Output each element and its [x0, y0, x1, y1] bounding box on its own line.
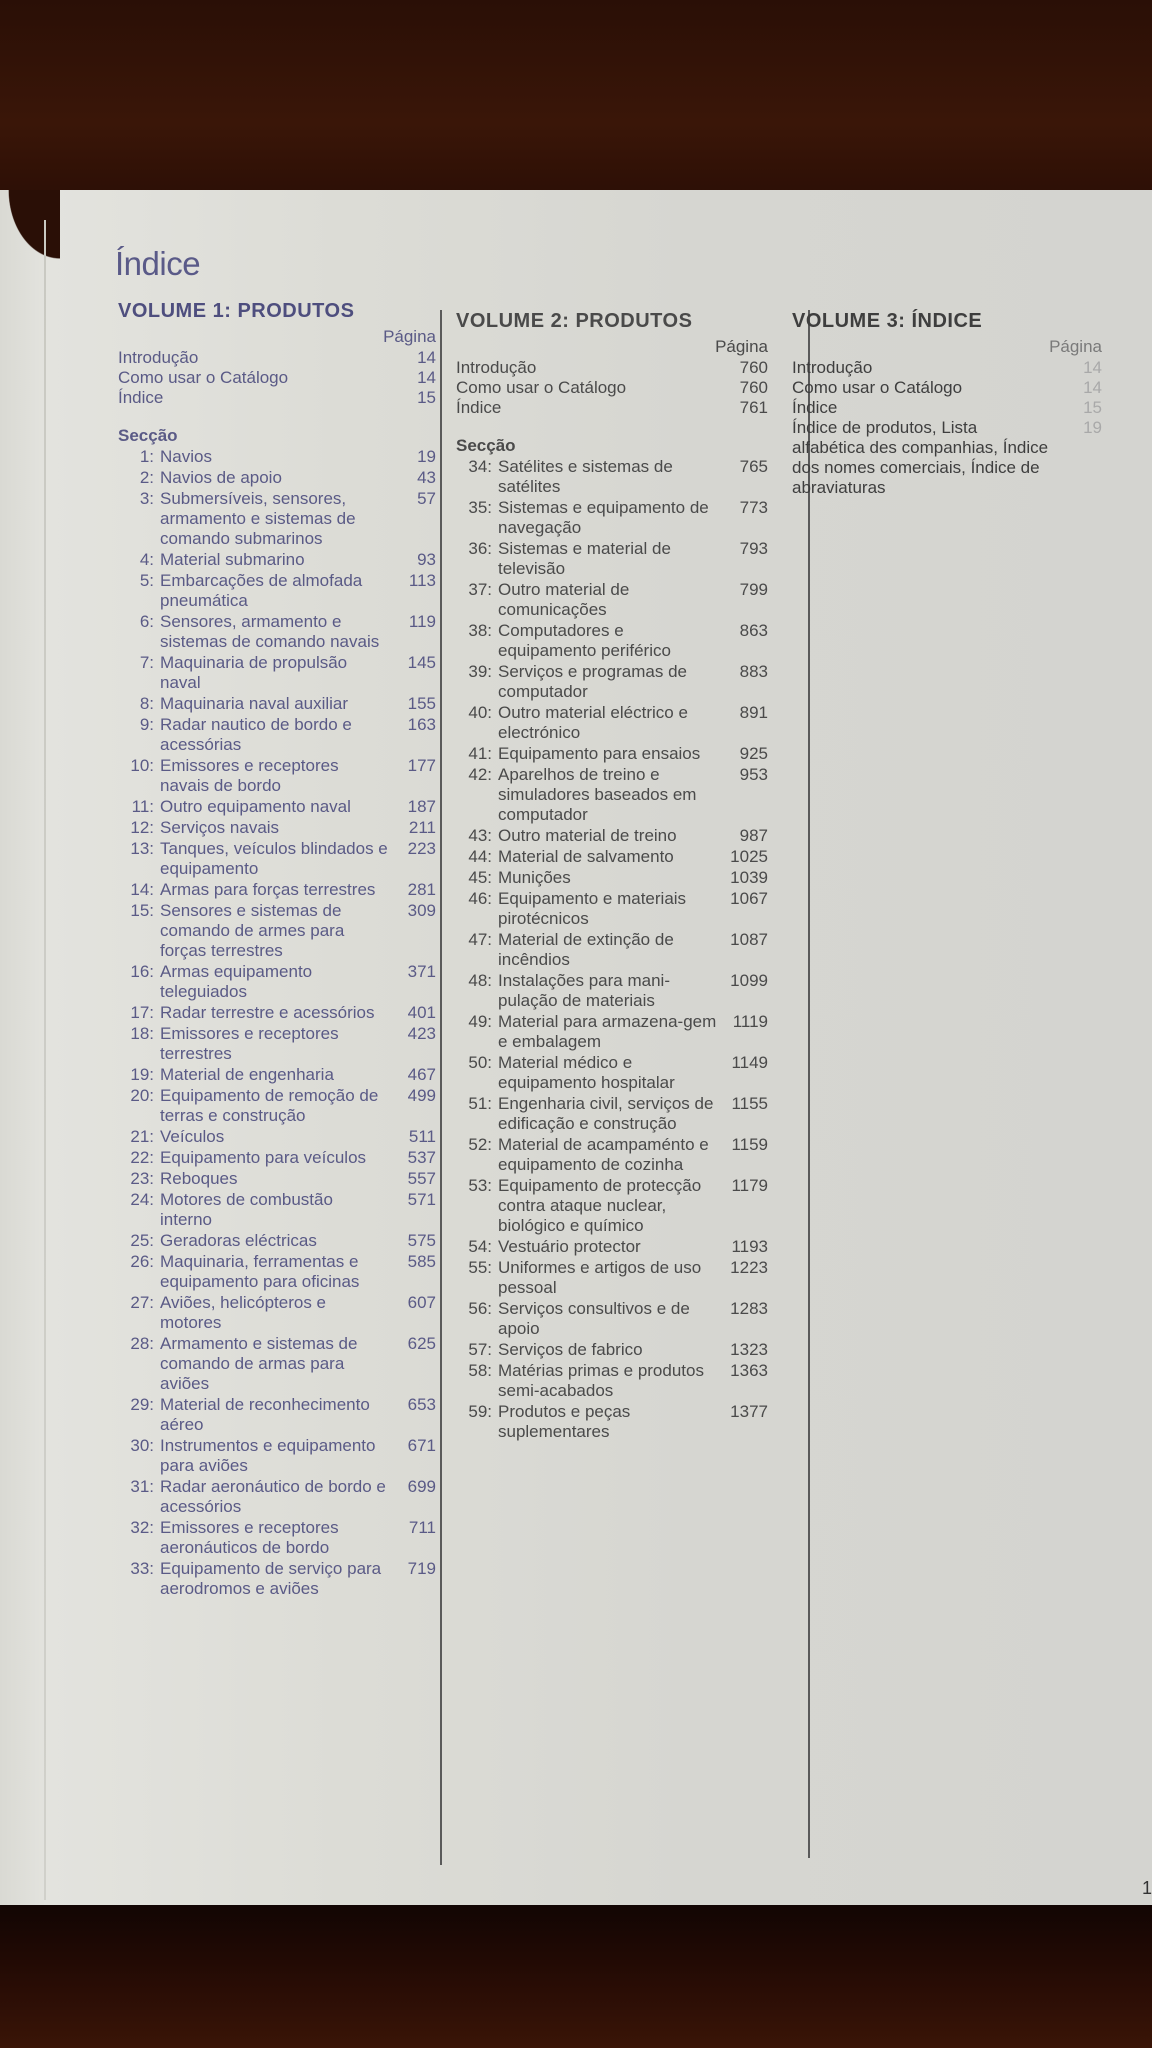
section-entry [118, 694, 436, 714]
section-page: 281 [407, 880, 436, 899]
section-page: 211 [408, 818, 436, 837]
section-number: 55: [468, 1258, 492, 1277]
section-page: 607 [407, 1293, 436, 1312]
section-number: 43: [468, 826, 492, 845]
section-number: 21: [130, 1127, 154, 1146]
section-entry [118, 1395, 436, 1435]
section-number: 50: [468, 1053, 492, 1072]
section-number: 30: [130, 1436, 154, 1455]
section-title: Sistemas e equipamento de navegação [498, 498, 709, 537]
section-number: 2: [139, 468, 154, 487]
section-entry [456, 703, 768, 743]
section-entry [456, 1237, 768, 1257]
section-title: Embarcações de almofada pneumática [160, 571, 363, 610]
section-page: 799 [739, 580, 768, 599]
item-page: 14 [417, 348, 436, 367]
section-entry [118, 1086, 436, 1126]
section-header: Secção [118, 426, 178, 445]
section-page: 953 [739, 765, 768, 784]
section-list [456, 457, 768, 1442]
item-page: 15 [417, 388, 436, 407]
section-title: Emissores e receptores aeronáuticos de bordo [160, 1518, 339, 1557]
section-entry [456, 621, 768, 661]
section-entry [456, 662, 768, 702]
section-title: Material para armazena-gem e embalagem [498, 1012, 717, 1051]
section-page: 499 [407, 1086, 436, 1105]
section-page: 557 [407, 1169, 436, 1188]
item-label: Introdução [118, 348, 199, 367]
item-label: Introdução [456, 358, 537, 377]
section-page: 537 [407, 1148, 436, 1167]
section-entry [118, 1477, 436, 1517]
section-entry [456, 744, 768, 764]
section-number: 17: [130, 1003, 154, 1022]
section-number: 53: [468, 1176, 492, 1195]
section-page: 1155 [731, 1094, 768, 1113]
section-number: 25: [130, 1231, 154, 1250]
section-title: Outro equipamento naval [160, 797, 351, 816]
section-entry [118, 1334, 436, 1394]
section-number: 18: [130, 1024, 154, 1043]
section-page: 93 [417, 550, 436, 569]
section-entry [118, 653, 436, 693]
section-entry [118, 612, 436, 652]
page-column-header: Página [715, 337, 768, 356]
item-page: 761 [739, 398, 768, 417]
item-page: 14 [1083, 358, 1102, 377]
section-page: 467 [407, 1065, 436, 1084]
front-matter-list [118, 348, 436, 408]
section-page: 1223 [730, 1258, 768, 1277]
section-number: 59: [468, 1402, 492, 1421]
front-matter-item [118, 388, 436, 408]
section-page: 571 [407, 1190, 436, 1209]
section-page: 1377 [730, 1402, 768, 1421]
section-title: Maquinaria de propulsão naval [160, 653, 348, 692]
section-title: Material de salvamento [498, 847, 674, 866]
section-page: 1363 [730, 1361, 768, 1380]
section-number: 33: [130, 1559, 154, 1578]
section-entry [456, 1053, 768, 1093]
section-title: Sensores, armamento e sistemas de comando navais [160, 612, 380, 651]
desk-surface [0, 1905, 1152, 2048]
section-entry [118, 797, 436, 817]
item-label: Como usar o Catálogo [456, 378, 627, 397]
front-matter-item [792, 378, 1102, 398]
section-page: 223 [407, 839, 436, 858]
item-label: Índice [792, 398, 838, 417]
section-number: 52: [468, 1135, 492, 1154]
section-page: 511 [408, 1127, 436, 1146]
section-page: 653 [407, 1395, 436, 1414]
section-title: Munições [498, 868, 571, 887]
section-page: 575 [407, 1231, 436, 1250]
section-page: 1099 [730, 971, 768, 990]
section-number: 20: [130, 1086, 154, 1105]
section-entry [456, 971, 768, 1011]
section-entry [456, 1012, 768, 1052]
section-page: 155 [407, 694, 436, 713]
section-page: 19 [417, 447, 436, 466]
section-page: 145 [407, 653, 436, 672]
section-entry [456, 1361, 768, 1401]
volume-heading: VOLUME 2: PRODUTOS [456, 310, 693, 332]
section-page: 1283 [730, 1299, 768, 1318]
column-divider [808, 310, 810, 1858]
section-entry [456, 765, 768, 825]
section-number: 57: [468, 1340, 492, 1359]
section-number: 51: [468, 1094, 492, 1113]
item-page: 15 [1083, 398, 1102, 417]
page-number: 1 [1142, 1878, 1152, 1898]
section-title: Serviços navais [160, 818, 280, 837]
section-title: Aviões, helicópteros e motores [160, 1293, 327, 1332]
section-page: 1087 [730, 930, 768, 949]
section-title: Navios de apoio [160, 468, 282, 487]
section-title: Serviços consultivos e de apoio [498, 1299, 690, 1338]
section-page: 1067 [730, 889, 768, 908]
section-title: Radar aeronáutico de bordo e acessórios [160, 1477, 386, 1516]
section-entry [456, 1402, 768, 1442]
section-page: 1119 [732, 1012, 768, 1031]
front-matter-item [792, 418, 1102, 498]
section-title: Uniformes e artigos de uso pessoal [498, 1258, 702, 1297]
volume-heading: VOLUME 1: PRODUTOS [118, 300, 355, 322]
section-number: 27: [130, 1293, 154, 1312]
section-entry [456, 1258, 768, 1298]
section-number: 46: [468, 889, 492, 908]
section-page: 113 [408, 571, 436, 590]
volume-3-column [792, 310, 1102, 498]
front-matter-list [792, 358, 1102, 498]
section-number: 28: [130, 1334, 154, 1353]
section-entry [118, 1190, 436, 1230]
front-matter-item [456, 398, 768, 418]
section-page: 187 [407, 797, 436, 816]
section-title: Instalações para mani-pulação de materiais [498, 971, 670, 1010]
section-number: 22: [130, 1148, 154, 1167]
section-title: Serviços de fabrico [498, 1340, 643, 1359]
section-page: 719 [407, 1559, 436, 1578]
section-title: Emissores e receptores terrestres [160, 1024, 339, 1063]
section-title: Equipamento para veículos [160, 1148, 367, 1167]
section-page: 891 [739, 703, 768, 722]
section-entry [456, 826, 768, 846]
section-number: 36: [468, 539, 492, 558]
section-title: Armas para forças terrestres [160, 880, 376, 899]
section-title: Sensores e sistemas de comando de armes para forças terrestres [160, 901, 345, 960]
section-number: 11: [131, 797, 154, 816]
section-number: 19: [130, 1065, 154, 1084]
section-page: 773 [739, 498, 768, 517]
section-title: Submersíveis, sensores, armamento e sistemas de comando submarinos [160, 489, 356, 548]
section-entry [456, 1299, 768, 1339]
section-page: 1179 [731, 1176, 768, 1195]
section-title: Matérias primas e produtos semi-acabados [498, 1361, 704, 1400]
section-number: 16: [130, 962, 154, 981]
section-title: Produtos e peças suplementares [498, 1402, 631, 1441]
section-number: 40: [468, 703, 492, 722]
section-number: 37: [468, 580, 492, 599]
section-entry [456, 1340, 768, 1360]
section-number: 10: [130, 756, 154, 775]
section-number: 34: [468, 457, 492, 476]
section-title: Vestuário protector [498, 1237, 641, 1256]
section-number: 39: [468, 662, 492, 681]
section-number: 32: [130, 1518, 154, 1537]
section-number: 41: [468, 744, 492, 763]
section-number: 3: [139, 489, 154, 508]
page-title: Índice [115, 245, 201, 282]
section-page: 863 [739, 621, 768, 640]
section-entry [118, 880, 436, 900]
section-number: 42: [468, 765, 492, 784]
section-number: 54: [468, 1237, 492, 1256]
section-title: Material submarino [160, 550, 305, 569]
section-title: Serviços e programas de computador [498, 662, 687, 701]
section-number: 47: [468, 930, 492, 949]
section-title: Radar nautico de bordo e acessórias [160, 715, 352, 754]
section-number: 7: [139, 653, 154, 672]
section-title: Armamento e sistemas de comando de armas para aviões [160, 1334, 358, 1393]
section-entry [456, 1176, 768, 1236]
item-page: 14 [417, 368, 436, 387]
section-title: Equipamento de remoção de terras e construção [160, 1086, 379, 1125]
front-matter-item [792, 398, 1102, 418]
section-page: 793 [739, 539, 768, 558]
section-page: 1193 [731, 1237, 768, 1256]
section-entry [118, 1518, 436, 1558]
section-title: Equipamento para ensaios [498, 744, 701, 763]
book-gutter [44, 220, 46, 1900]
section-number: 8: [139, 694, 154, 713]
section-entry [118, 1148, 436, 1168]
section-title: Material de extinção de incêndios [498, 930, 674, 969]
section-number: 35: [468, 498, 492, 517]
section-title: Computadores e equipamento periférico [498, 621, 671, 660]
section-number: 56: [468, 1299, 492, 1318]
section-title: Material de acampaménto e equipamento de cozinha [498, 1135, 709, 1174]
section-entry [456, 1135, 768, 1175]
section-entry [118, 1559, 436, 1599]
section-number: 58: [468, 1361, 492, 1380]
section-page: 43 [417, 468, 436, 487]
volume-2-column [456, 310, 768, 1443]
item-label: Como usar o Catálogo [118, 368, 289, 387]
section-page: 987 [739, 826, 768, 845]
section-page: 883 [739, 662, 768, 681]
section-page: 309 [407, 901, 436, 920]
section-entry [118, 1293, 436, 1333]
section-entry [456, 539, 768, 579]
section-page: 423 [407, 1024, 436, 1043]
section-page: 163 [407, 715, 436, 734]
section-title: Equipamento de serviço para aerodromos e aviões [160, 1559, 382, 1598]
section-entry [118, 756, 436, 796]
section-number: 45: [468, 868, 492, 887]
section-title: Reboques [160, 1169, 238, 1188]
section-page: 699 [407, 1477, 436, 1496]
volume-1-column [118, 300, 436, 1600]
section-number: 29: [130, 1395, 154, 1414]
section-page: 671 [407, 1436, 436, 1455]
section-title: Sistemas e material de televisão [498, 539, 671, 578]
section-number: 23: [130, 1169, 154, 1188]
item-label: Como usar o Catálogo [792, 378, 963, 397]
section-title: Motores de combustão interno [160, 1190, 333, 1229]
section-entry [118, 489, 436, 549]
item-page: 760 [739, 378, 768, 397]
section-title: Maquinaria, ferramentas e equipamento para oficinas [160, 1252, 360, 1291]
section-title: Aparelhos de treino e simuladores baseados em computador [498, 765, 697, 824]
front-matter-item [118, 348, 436, 368]
page-column-header: Página [383, 327, 436, 346]
section-page: 1025 [730, 847, 768, 866]
section-entry [118, 715, 436, 755]
section-number: 38: [468, 621, 492, 640]
page-curl [0, 190, 60, 270]
section-title: Satélites e sistemas de satélites [498, 457, 673, 496]
section-entry [456, 847, 768, 867]
section-number: 14: [130, 880, 154, 899]
section-list [118, 447, 436, 1599]
section-title: Armas equipamento teleguiados [160, 962, 313, 1001]
section-page: 1039 [730, 868, 768, 887]
item-page: 14 [1083, 378, 1102, 397]
section-title: Outro material de comunicações [498, 580, 630, 619]
section-title: Engenharia civil, serviços de edificação e construção [498, 1094, 714, 1133]
section-entry [456, 1094, 768, 1134]
section-title: Outro material de treino [498, 826, 677, 845]
section-entry [118, 1127, 436, 1147]
item-label: Introdução [792, 358, 873, 377]
section-page: 625 [407, 1334, 436, 1353]
section-number: 12: [130, 818, 154, 837]
section-entry [456, 868, 768, 888]
section-entry [118, 962, 436, 1002]
section-title: Radar terrestre e acessórios [160, 1003, 375, 1022]
column-divider [440, 310, 442, 1865]
section-entry [456, 457, 768, 497]
section-page: 1159 [731, 1135, 768, 1154]
section-title: Emissores e receptores navais de bordo [160, 756, 339, 795]
section-number: 9: [139, 715, 154, 734]
section-number: 13: [130, 839, 154, 858]
section-entry [118, 1065, 436, 1085]
section-entry [456, 930, 768, 970]
section-page: 1323 [730, 1340, 768, 1359]
volume-heading: VOLUME 3: ÍNDICE [792, 310, 983, 332]
section-entry [456, 889, 768, 929]
section-number: 48: [468, 971, 492, 990]
section-page: 371 [407, 962, 436, 981]
section-entry [118, 1231, 436, 1251]
front-matter-item [792, 358, 1102, 378]
section-title: Navios [160, 447, 212, 466]
section-number: 1: [139, 447, 154, 466]
section-title: Geradoras eléctricas [160, 1231, 317, 1250]
page-column-header: Página [1049, 337, 1102, 356]
section-page: 765 [739, 457, 768, 476]
section-entry [118, 468, 436, 488]
section-number: 5: [139, 571, 154, 590]
section-entry [118, 571, 436, 611]
section-entry [118, 901, 436, 961]
section-entry [118, 839, 436, 879]
section-number: 24: [130, 1190, 154, 1209]
front-matter-item [456, 358, 768, 378]
section-page: 401 [407, 1003, 436, 1022]
section-entry [456, 580, 768, 620]
item-label: Índice [118, 388, 164, 407]
section-entry [456, 498, 768, 538]
item-label: Índice de produtos, Lista alfabética des companhias, Índice dos nomes comerciais, Índice de abraviaturas [792, 418, 1049, 497]
section-entry [118, 1436, 436, 1476]
section-number: 6: [139, 612, 154, 631]
item-page: 19 [1083, 418, 1102, 437]
front-matter-item [456, 378, 768, 398]
section-page: 119 [408, 612, 436, 631]
item-page: 760 [739, 358, 768, 377]
section-entry [118, 1252, 436, 1292]
section-title: Tanques, veículos blindados e equipamento [160, 839, 388, 878]
section-title: Material de reconhecimento aéreo [160, 1395, 370, 1434]
section-entry [118, 447, 436, 467]
section-entry [118, 818, 436, 838]
section-entry [118, 1024, 436, 1064]
section-title: Veículos [160, 1127, 225, 1146]
section-title: Instrumentos e equipamento para aviões [160, 1436, 376, 1475]
section-title: Material médico e equipamento hospitalar [498, 1053, 675, 1092]
section-entry [118, 550, 436, 570]
section-number: 31: [130, 1477, 154, 1496]
section-page: 1149 [731, 1053, 768, 1072]
section-title: Outro material eléctrico e electrónico [498, 703, 688, 742]
section-number: 49: [468, 1012, 492, 1031]
section-title: Equipamento de protecção contra ataque nuclear, biológico e químico [498, 1176, 702, 1235]
section-page: 177 [407, 756, 436, 775]
section-page: 57 [417, 489, 436, 508]
section-number: 26: [130, 1252, 154, 1271]
section-number: 44: [468, 847, 492, 866]
section-number: 15: [130, 901, 154, 920]
section-title: Material de engenharia [160, 1065, 334, 1084]
front-matter-list [456, 358, 768, 418]
section-title: Maquinaria naval auxiliar [160, 694, 349, 713]
section-page: 711 [408, 1518, 436, 1537]
section-title: Equipamento e materiais pirotécnicos [498, 889, 687, 928]
section-header: Secção [456, 436, 516, 455]
section-page: 585 [407, 1252, 436, 1271]
section-page: 925 [739, 744, 768, 763]
section-number: 4: [139, 550, 154, 569]
section-entry [118, 1003, 436, 1023]
section-entry [118, 1169, 436, 1189]
item-label: Índice [456, 398, 502, 417]
front-matter-item [118, 368, 436, 388]
